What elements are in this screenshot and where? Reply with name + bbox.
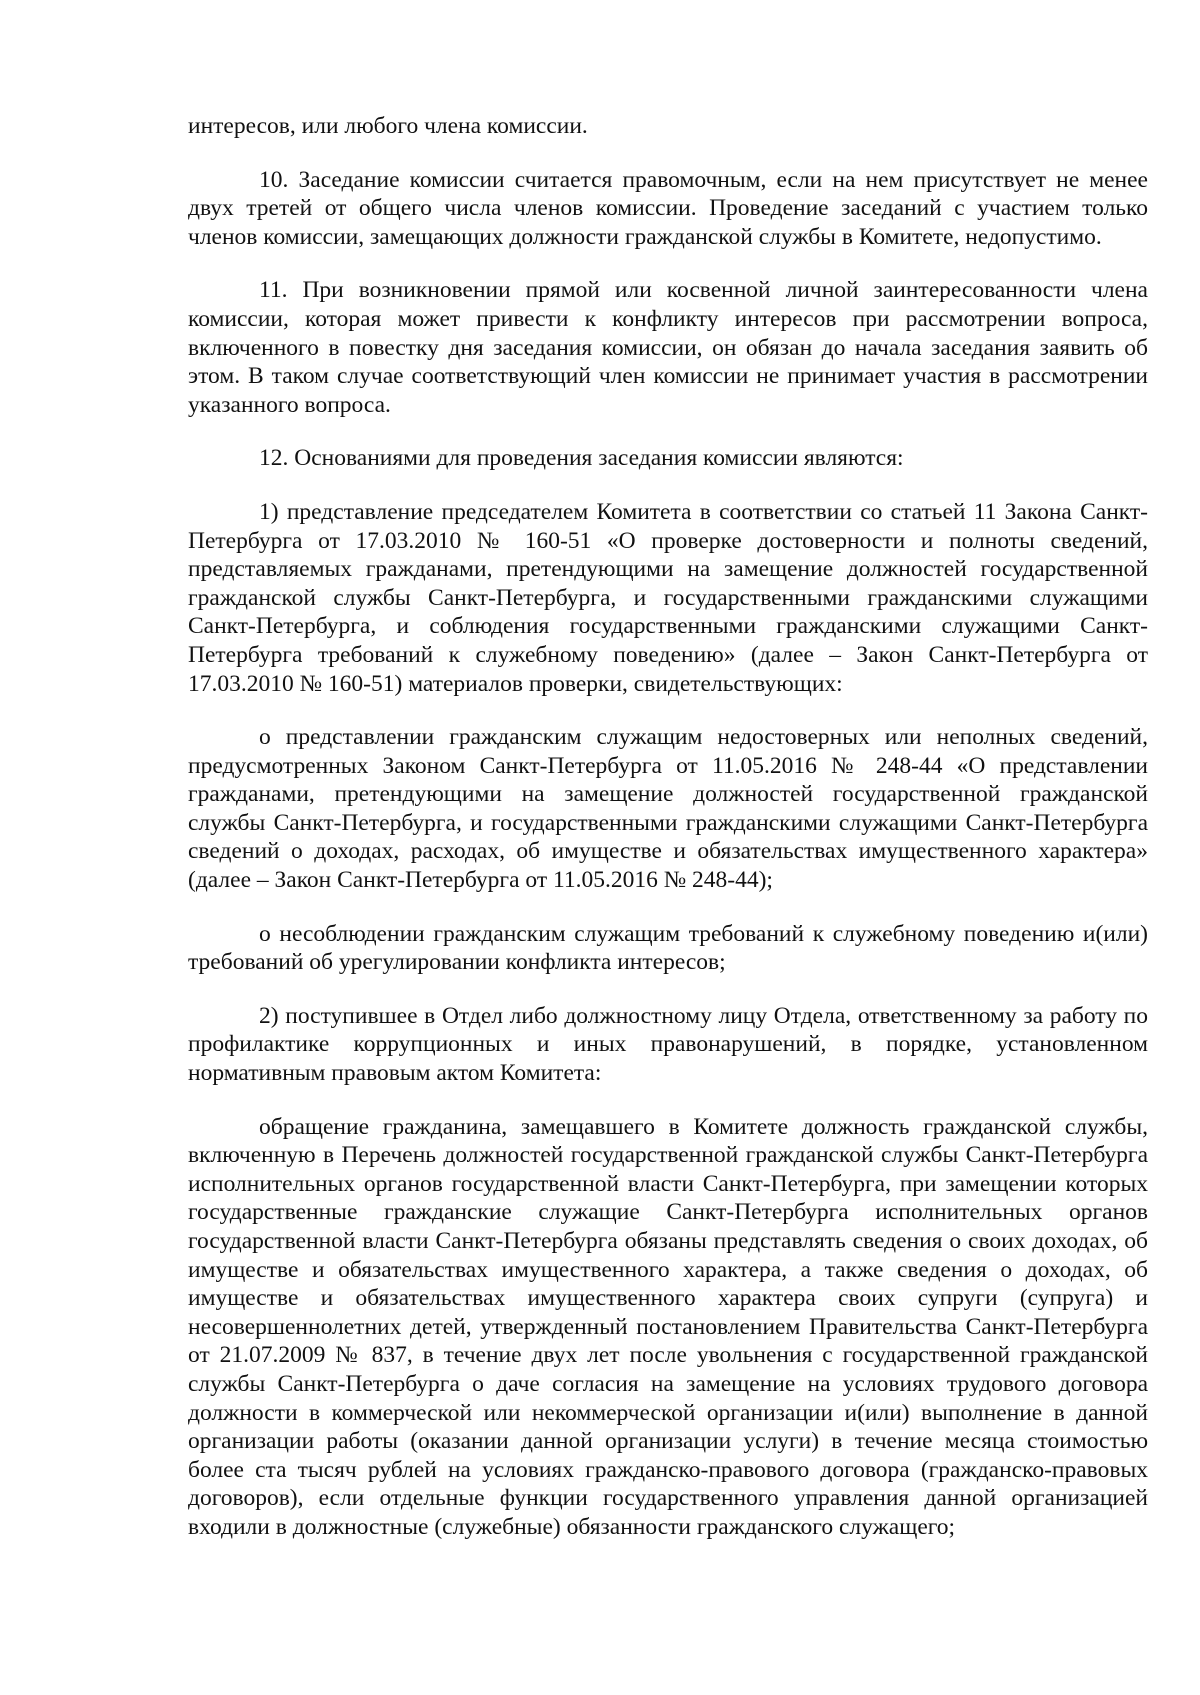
document-body — [188, 112, 1148, 1567]
paragraph-11: 11. При возникновении прямой или косвенной личной заинтересованности члена комиссии, которая может привести к конфликту интересов при рассмотрении вопроса, включенного в повестку дня заседания комиссии, он обязан до начала заседания заявить об этом. В таком случае соответствующий член комиссии не принимает участия в рассмотрении указанного вопроса. — [188, 277, 1148, 418]
paragraph-12-item-1: 1) представление председателем Комитета в соответствии со статьей 11 Закона Санкт-Петербурга от 17.03.2010 № 160-51 «О проверке достоверности и полноты сведений, представляемых гражданами, претендующими на замещение должностей государственной гражданской службы Санкт-Петербурга, и государственными гражданскими служащими Санкт-Петербурга, и соблюдения государственными гражданскими служащими Санкт-Петербурга требований к служебному поведению» (далее – Закон Санкт-Петербурга от 17.03.2010 № 160-51) материалов проверки, свидетельствующих: — [188, 498, 1148, 697]
paragraph-12-item-2-sub-a: обращение гражданина, замещавшего в Комитете должность гражданской службы, включенную в Перечень должностей государственной гражданской службы Санкт-Петербурга исполнительных органов государственной власти Санкт-Петербурга, при замещении которых государственные гражданские служащие Санкт-Петербурга исполнительных органов государственной власти Санкт-Петербурга обязаны представлять сведения о своих доходах, об имуществе и обязательствах имущественного характера, а также сведения о доходах, об имуществе и обязательствах имущественного характера своих супруги (супруга) и несовершеннолетних детей, утвержденный постановлением Правительства Санкт-Петербурга от 21.07.2009 № 837, в течение двух лет после увольнения с государственной гражданской службы Санкт-Петербурга о даче согласия на замещение на условиях трудового договора должности в коммерческой или некоммерческой организации и(или) выполнение в данной организации работы (оказании данной организации услуги) в течение месяца стоимостью более ста тысяч рублей на условиях гражданско-правового договора (гражданско-правовых договоров), если отдельные функции государственного управления данной организацией входили в должностные (служебные) обязанности гражданского служащего; — [188, 1113, 1148, 1540]
paragraph-12-item-1-sub-b: о несоблюдении гражданским служащим требований к служебному поведению и(или) требований об урегулировании конфликта интересов; — [188, 920, 1148, 976]
paragraph-12: 12. Основаниями для проведения заседания комиссии являются: — [259, 445, 904, 472]
paragraph-12-item-1-sub-a: о представлении гражданским служащим недостоверных или неполных сведений, предусмотренных Законом Санкт-Петербурга от 11.05.2016 № 248-44 «О представлении гражданами, претендующими на замещение должностей государственной гражданской службы Санкт-Петербурга, и государственными гражданскими служащими Санкт-Петербурга сведений о доходах, расходах, об имуществе и обязательствах имущественного характера» (далее – Закон Санкт-Петербурга от 11.05.2016 № 248-44); — [188, 724, 1148, 894]
paragraph-12-item-2: 2) поступившее в Отдел либо должностному лицу Отдела, ответственному за работу по профилактике коррупционных и иных правонарушений, в порядке, установленном нормативным правовым актом Комитета: — [188, 1002, 1148, 1087]
paragraph-continuation: интересов, или любого члена комиссии. — [188, 113, 588, 139]
paragraph-10: 10. Заседание комиссии считается правомочным, если на нем присутствует не менее двух третей от общего числа членов комиссии. Проведение заседаний с участием только членов комиссии, замещающих должности гражданской службы в Комитете, недопустимо. — [188, 166, 1148, 250]
